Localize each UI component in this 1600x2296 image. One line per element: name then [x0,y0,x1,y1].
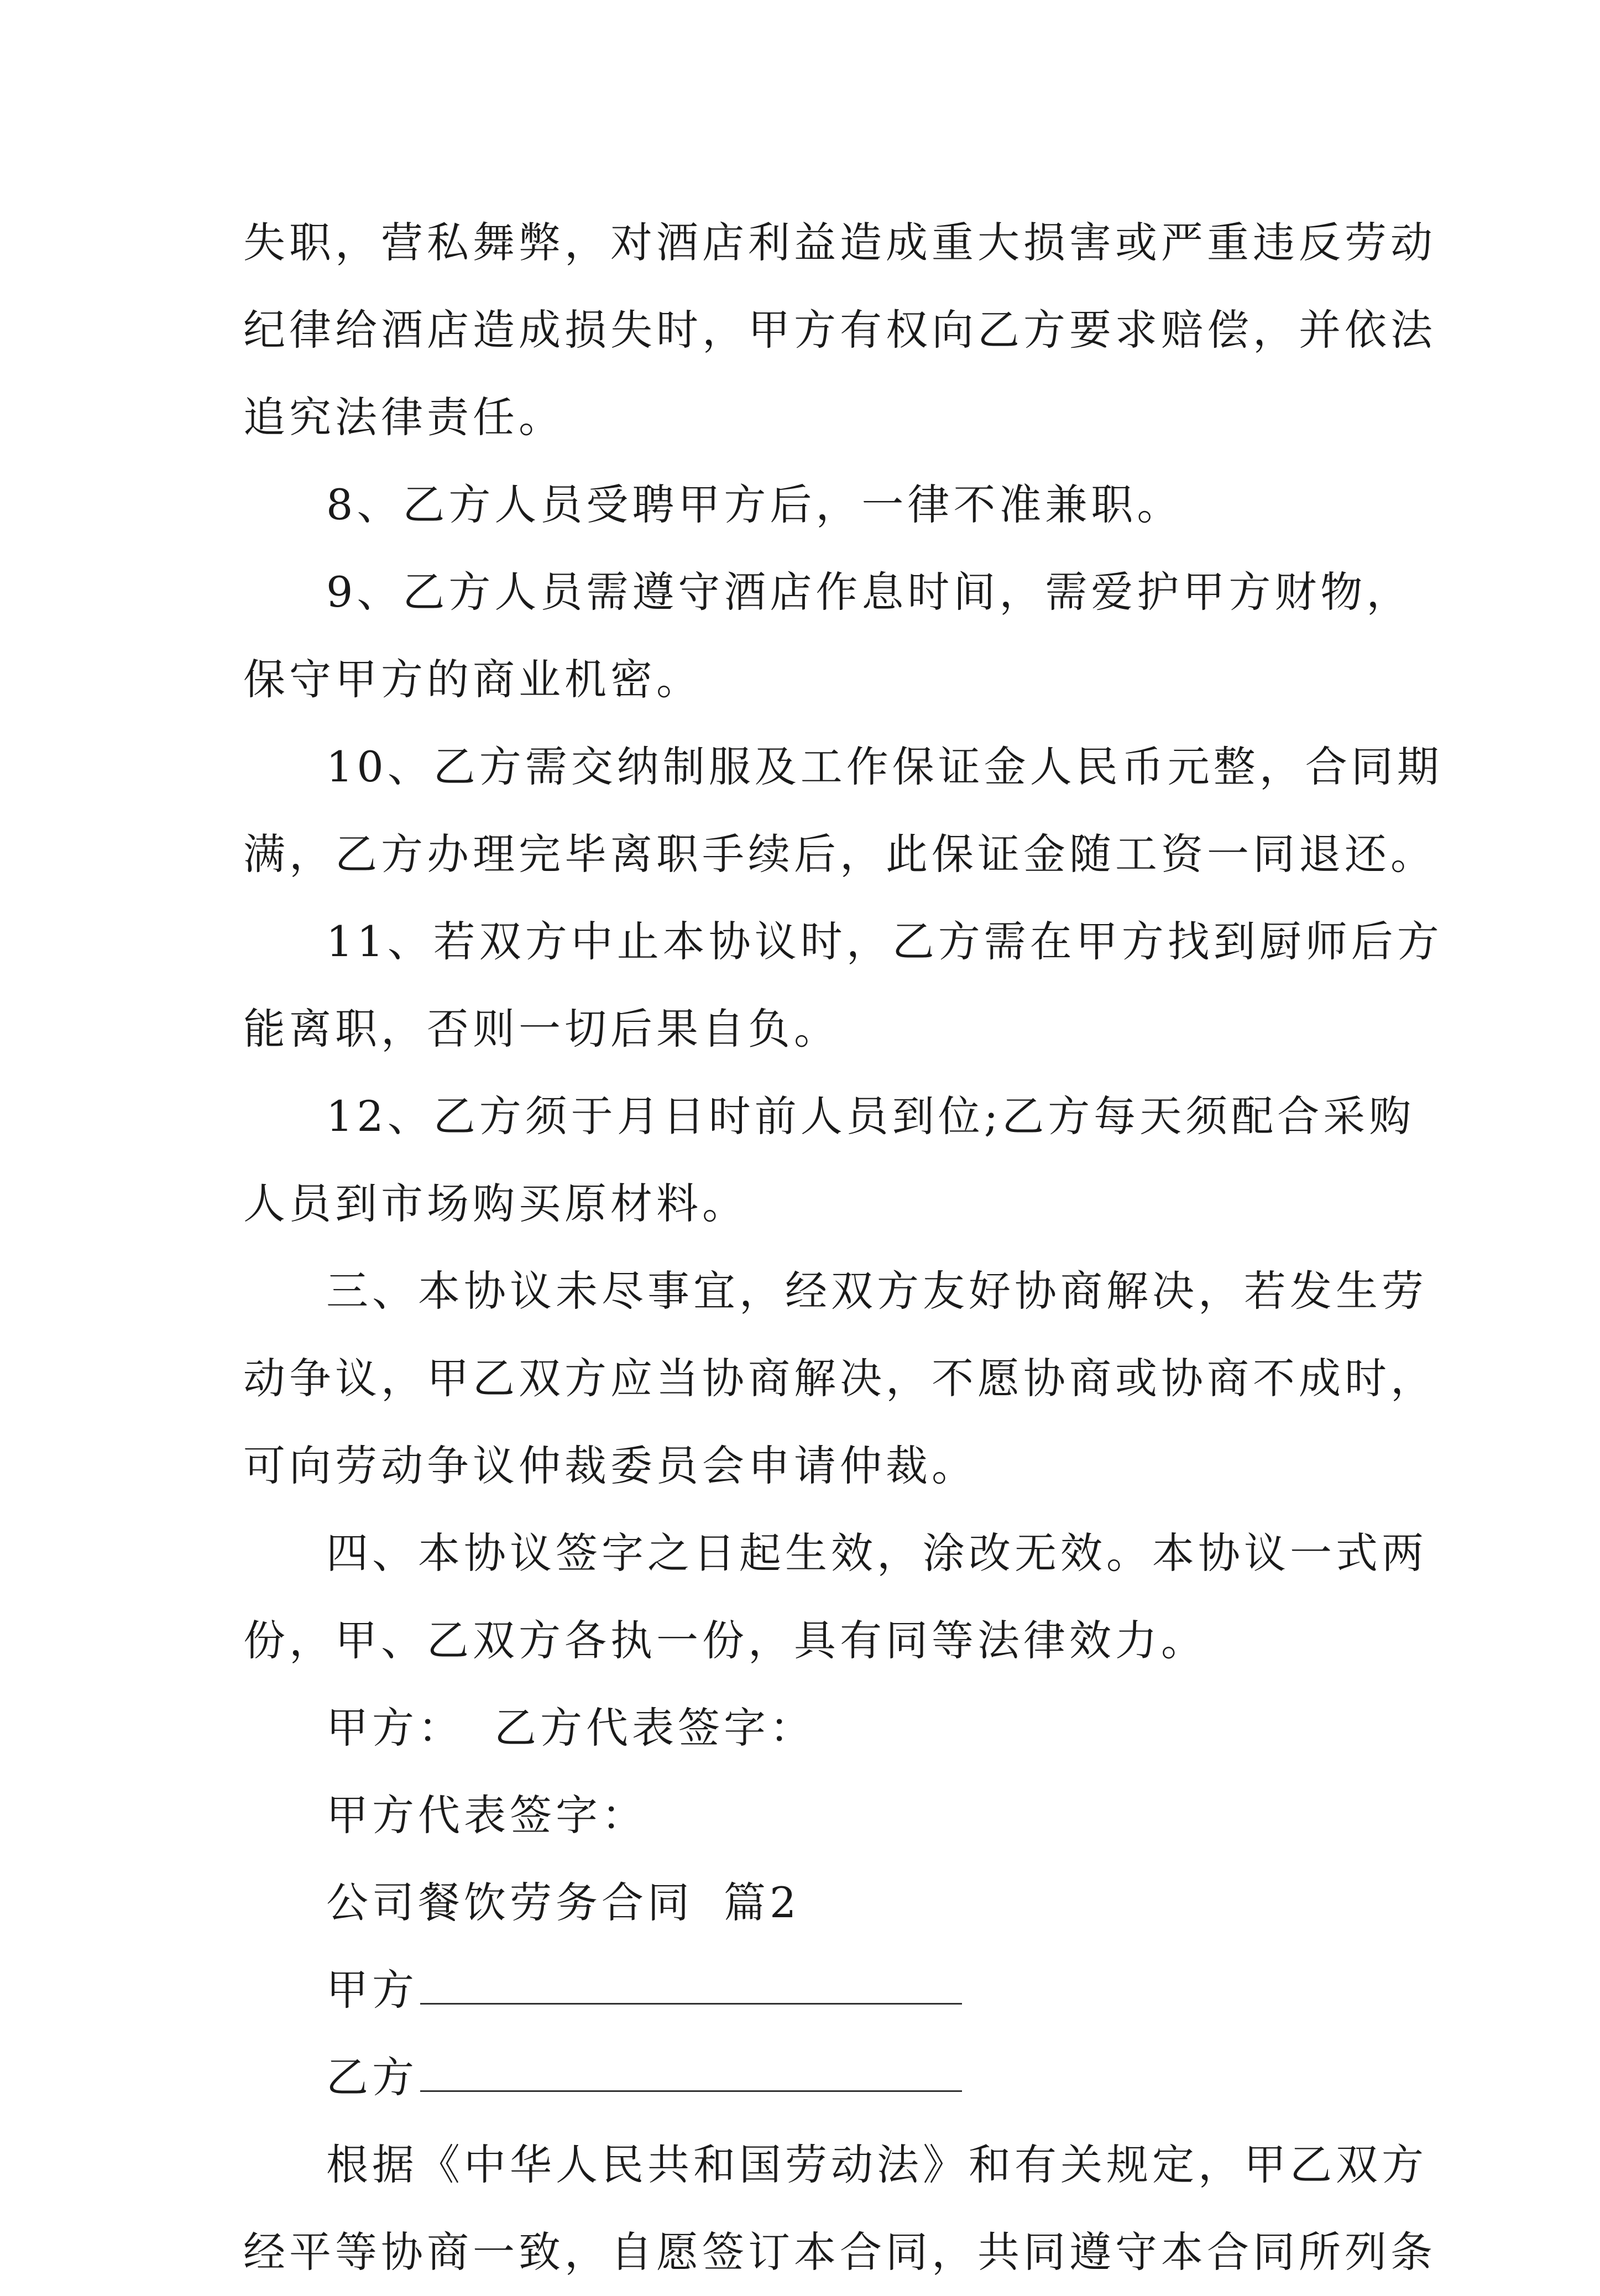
contract-2-party-a-label: 甲方 [326,1965,418,2015]
document-page [243,199,1443,2296]
section-4-line-2: 份，甲、乙双方各执一份，具有同等法律效力。 [243,1616,1207,1665]
section-3-line-2: 动争议，甲乙双方应当协商解决，不愿协商或协商不成时， [243,1354,1436,1403]
clause-9-line-2: 保守甲方的商业机密。 [243,655,702,704]
clause-12-line-2: 人员到市场购买原材料。 [243,1179,748,1228]
contract-2-intro-line-2: 经平等协商一致，自愿签订本合同，共同遵守本合同所列条 [243,2227,1436,2277]
party-b-rep-signature-label: 乙方代表签字： [494,1703,815,1752]
section-3-line-3: 可向劳动争议仲裁委员会申请仲裁。 [243,1441,977,1490]
contract-2-heading [243,1859,1371,1947]
clause-7-line-3: 纪律给酒店造成损失时，甲方有权向乙方要求赔偿，并依法 [243,305,1436,354]
clause-11-line-1: 11、若双方中止本协议时，乙方需在甲方找到厨师后方 [326,917,1443,966]
clause-12-line-1: 12、乙方须于月日时前人员到位;乙方每天须配合采购 [326,1092,1415,1141]
contract-2-party-b-row [243,2034,1371,2121]
contract-2-part: 篇2 [724,1878,801,1927]
clause-10-line-1: 10、乙方需交纳制服及工作保证金人民币元整，合同期 [326,742,1443,791]
clause-7-line-2: 失职，营私舞弊，对酒店利益造成重大损害或严重违反劳动 [243,218,1436,267]
contract-2-party-b-label: 乙方 [326,2053,418,2102]
clause-9-line-1: 9、乙方人员需遵守酒店作息时间，需爱护甲方财物， [326,567,1413,617]
signature-line [243,1684,1371,1772]
contract-2-intro-line-1: 根据《中华人民共和国劳动法》和有关规定，甲乙双方 [326,2140,1428,2189]
section-3-line-1: 三、本协议未尽事宜，经双方友好协商解决，若发生劳 [326,1266,1428,1316]
party-a-rep-signature-label: 甲方代表签字： [326,1791,647,1840]
clause-11-line-2: 能离职，否则一切后果自负。 [243,1004,840,1053]
party-b-blank-field [420,2057,962,2092]
party-a-label: 甲方： [326,1703,464,1752]
party-a-blank-field [420,1970,962,2005]
clause-8: 8、乙方人员受聘甲方后，一律不准兼职。 [326,480,1183,529]
contract-2-party-a-row [243,1947,1371,2034]
clause-10-line-2: 满，乙方办理完毕离职手续后，此保证金随工资一同退还。 [243,829,1436,879]
contract-2-title: 公司餐饮劳务合同 [326,1878,693,1927]
clause-7-line-4: 追究法律责任。 [243,393,564,442]
section-4-line-1: 四、本协议签字之日起生效，涂改无效。本协议一式两 [326,1528,1428,1578]
